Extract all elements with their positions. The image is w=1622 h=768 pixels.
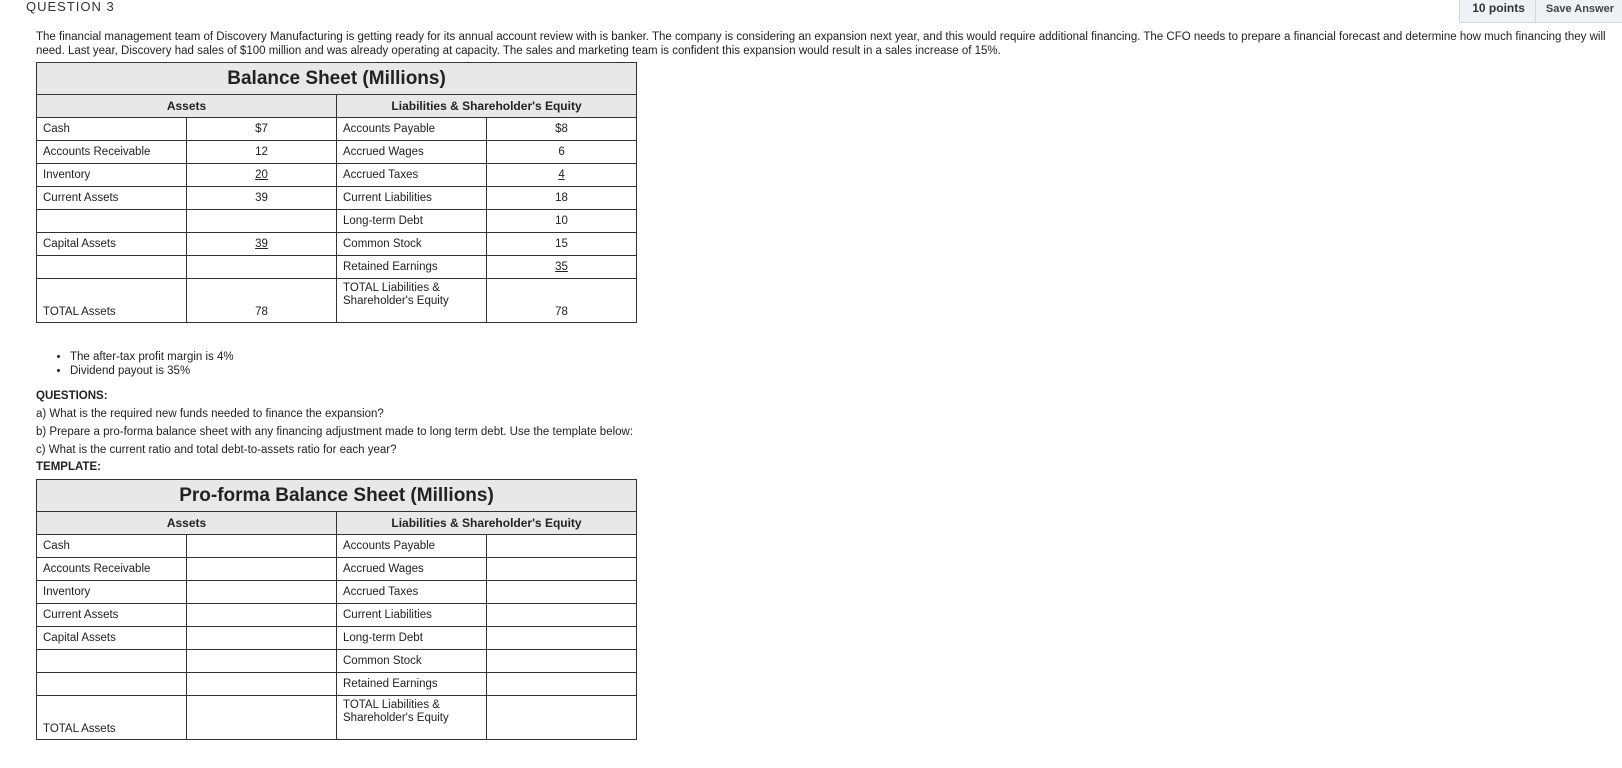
asset-label: Capital Assets: [37, 233, 187, 256]
asset-value: 20: [255, 168, 268, 181]
liability-label: Accounts Payable: [337, 118, 487, 141]
total-row: [37, 696, 637, 740]
liabilities-header: Liabilities & Shareholder's Equity: [337, 95, 637, 118]
asset-value: 12: [187, 141, 337, 164]
assets-header: Assets: [37, 512, 337, 535]
liability-value-cell[interactable]: [487, 627, 637, 650]
table-row: [37, 118, 637, 141]
asset-value: 39: [187, 187, 337, 210]
liability-label: Common Stock: [337, 233, 487, 256]
total-assets-value-cell[interactable]: [187, 696, 337, 740]
question-b: b) Prepare a pro-forma balance sheet with any financing adjustment made to long term debt. Use the template below:: [36, 426, 634, 438]
liability-label: Accounts Payable: [337, 535, 487, 558]
asset-label: [37, 650, 187, 673]
asset-label: Inventory: [37, 581, 187, 604]
questions-label: QUESTIONS:: [36, 390, 108, 402]
save-answer-button[interactable]: Save Answer: [1536, 0, 1622, 22]
balance-sheet-title: Balance Sheet (Millions): [37, 63, 637, 95]
liability-value-cell[interactable]: [487, 581, 637, 604]
asset-label: Accounts Receivable: [37, 141, 187, 164]
asset-label: Inventory: [37, 164, 187, 187]
table-row: [37, 558, 637, 581]
table-row: [37, 164, 637, 187]
asset-label: Cash: [37, 535, 187, 558]
liability-value-cell[interactable]: [487, 558, 637, 581]
asset-label: [37, 210, 187, 233]
asset-value-cell: [187, 164, 337, 187]
liability-label: Current Liabilities: [337, 604, 487, 627]
assets-header: Assets: [37, 95, 337, 118]
asset-value-cell[interactable]: [187, 535, 337, 558]
liability-label: Accrued Taxes: [337, 164, 487, 187]
liability-label: Retained Earnings: [337, 673, 487, 696]
asset-label: Cash: [37, 118, 187, 141]
table-row: [37, 256, 637, 279]
asset-value-cell[interactable]: [187, 604, 337, 627]
asset-value-cell[interactable]: [187, 650, 337, 673]
liability-value: $8: [487, 118, 637, 141]
liability-value-cell[interactable]: [487, 650, 637, 673]
asset-value-cell: [187, 233, 337, 256]
asset-label: [37, 673, 187, 696]
question-title: QUESTION 3: [26, 0, 115, 14]
assumptions-list: [36, 350, 234, 378]
template-label: TEMPLATE:: [36, 461, 101, 473]
asset-label: Current Assets: [37, 187, 187, 210]
liability-value: 18: [487, 187, 637, 210]
question-a: a) What is the required new funds needed to finance the expansion?: [36, 408, 384, 420]
points-value: 10 points: [1460, 0, 1536, 22]
liability-label: Accrued Wages: [337, 141, 487, 164]
liability-value-cell: [487, 164, 637, 187]
table-row: [37, 673, 637, 696]
asset-value: $7: [187, 118, 337, 141]
balance-sheet-table: [36, 62, 637, 323]
liability-value-cell[interactable]: [487, 673, 637, 696]
asset-value-cell[interactable]: [187, 673, 337, 696]
pro-forma-table: [36, 479, 637, 740]
asset-label: Capital Assets: [37, 627, 187, 650]
list-item: • Dividend payout is 35%: [70, 364, 234, 378]
asset-value-cell[interactable]: [187, 558, 337, 581]
table-row: [37, 141, 637, 164]
liability-value: 6: [487, 141, 637, 164]
table-row: [37, 187, 637, 210]
liability-label: Accrued Wages: [337, 558, 487, 581]
table-row: [37, 650, 637, 673]
total-assets-label: TOTAL Assets: [37, 279, 187, 323]
total-liabilities-label: TOTAL Liabilities & Shareholder's Equity: [337, 279, 487, 323]
asset-value-cell[interactable]: [187, 627, 337, 650]
table-row: [37, 210, 637, 233]
points-save-bar: [1459, 0, 1622, 23]
table-row: [37, 627, 637, 650]
asset-label: [37, 256, 187, 279]
liability-label: Long-term Debt: [337, 210, 487, 233]
question-header: [0, 0, 1622, 18]
question-c: c) What is the current ratio and total debt-to-assets ratio for each year?: [36, 444, 397, 456]
list-item: • The after-tax profit margin is 4%: [70, 350, 234, 364]
total-assets-label: TOTAL Assets: [37, 696, 187, 740]
liability-value-cell: [487, 256, 637, 279]
liability-value-cell[interactable]: [487, 535, 637, 558]
liability-value: 15: [487, 233, 637, 256]
liability-label: Accrued Taxes: [337, 581, 487, 604]
asset-value: [187, 210, 337, 233]
table-row: [37, 604, 637, 627]
liabilities-header: Liabilities & Shareholder's Equity: [337, 512, 637, 535]
liability-label: Current Liabilities: [337, 187, 487, 210]
liability-value-cell[interactable]: [487, 604, 637, 627]
total-liabilities-label: TOTAL Liabilities & Shareholder's Equity: [337, 696, 487, 740]
total-assets-value: 78: [187, 279, 337, 323]
liability-label: Retained Earnings: [337, 256, 487, 279]
asset-value: [187, 256, 337, 279]
liability-label: Common Stock: [337, 650, 487, 673]
asset-label: Accounts Receivable: [37, 558, 187, 581]
liability-label: Long-term Debt: [337, 627, 487, 650]
asset-label: Current Assets: [37, 604, 187, 627]
table-row: [37, 535, 637, 558]
liability-value: 4: [558, 168, 565, 181]
asset-value-cell[interactable]: [187, 581, 337, 604]
table-row: [37, 581, 637, 604]
table-row: [37, 233, 637, 256]
total-liabilities-value-cell[interactable]: [487, 696, 637, 740]
pro-forma-title: Pro-forma Balance Sheet (Millions): [37, 480, 637, 512]
liability-value: 35: [555, 260, 568, 273]
liability-value: 10: [487, 210, 637, 233]
question-intro: The financial management team of Discovery Manufacturing is getting ready for its annual account review with is banker. The company is considering an expansion next year, and this would require additional financing. The CFO needs to prepare a financial forecast and determine how much financing they will need. Last year, Discovery had sales of $100 million and was already operating at capacity. The sales and marketing team is confident this expansion would result in a sales increase of 15%.: [36, 31, 1606, 57]
total-row: [37, 279, 637, 323]
asset-value: 39: [255, 237, 268, 250]
total-liabilities-value: 78: [487, 279, 637, 323]
